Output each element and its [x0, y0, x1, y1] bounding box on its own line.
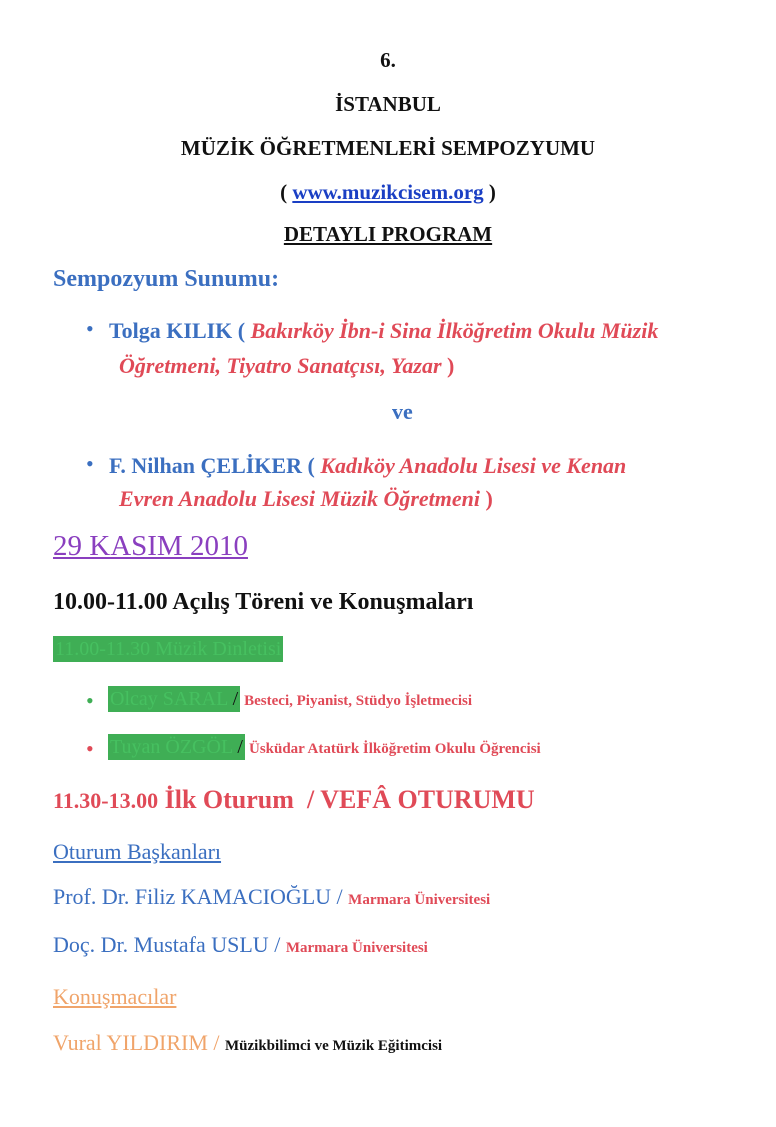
bullet-icon: • [86, 736, 94, 761]
presentation-heading: Sempozyum Sunumu: [53, 266, 280, 292]
speaker-1 [53, 1030, 442, 1056]
performer-2-sep: / [232, 736, 243, 758]
host-1 [109, 318, 658, 344]
performer-2-name-text: Tuyan ÖZGÖL [110, 736, 233, 758]
host-1-desc-line1: Bakırköy İbn-i Sina İlköğretim Okulu Müzik [250, 318, 659, 343]
speaker-1-desc: Müzikbilimci ve Müzik Eğitimcisi [225, 1038, 443, 1054]
bullet-icon: • [86, 316, 94, 341]
program-subtitle: DETAYLI PROGRAM [283, 222, 493, 246]
host-1-desc-line2: Öğretmeni, Tiyatro Sanatçısı, Yazar [119, 353, 442, 378]
performer-2-desc: Üsküdar Atatürk İlköğretim Okulu Öğrencisi [248, 741, 541, 757]
website-link[interactable]: www.muzikcisem.org [292, 180, 484, 204]
bullet-icon: • [86, 688, 94, 713]
chair-1-org: Marmara Üniversitesi [348, 892, 491, 908]
host-2 [109, 453, 626, 479]
host-1-name: Tolga KILIK ( [109, 318, 251, 343]
event-date: 29 KASIM 2010 [53, 530, 248, 562]
session-time: 11.30-13.00 [53, 788, 159, 813]
city-title: İSTANBUL [335, 92, 441, 116]
recital-heading-text: 11.00-11.30 Müzik Dinletisi [55, 638, 282, 660]
url-close-paren: ) [483, 180, 496, 204]
opening-ceremony: 10.00-11.00 Açılış Töreni ve Konuşmaları [53, 589, 474, 615]
performer-2 [108, 736, 541, 759]
host-2-line2 [119, 486, 493, 512]
session-label: İlk Oturum [158, 785, 294, 814]
website-line [0, 180, 776, 205]
edition-number: 6. [380, 48, 396, 72]
and-text: ve [392, 399, 413, 424]
chair-2 [53, 932, 428, 958]
session-name: / VEFÂ OTURUMU [293, 785, 535, 814]
chair-1-name: Prof. Dr. Filiz KAMACIOĞLU / [53, 884, 349, 909]
speaker-1-name: Vural YILDIRIM [53, 1030, 208, 1055]
chairs-heading: Oturum Başkanları [53, 839, 222, 864]
performer-1-sep: / [227, 688, 239, 710]
host-2-desc-line2: Evren Anadolu Lisesi Müzik Öğretmeni [119, 486, 481, 511]
chair-1 [53, 884, 490, 910]
host-2-close: ) [480, 486, 493, 511]
performer-2-name [108, 734, 245, 760]
url-open-paren: ( [280, 180, 293, 204]
speaker-1-sep: / [207, 1030, 226, 1055]
first-session [53, 785, 535, 815]
speakers-heading: Konuşmacılar [53, 984, 177, 1009]
performer-1 [108, 688, 472, 711]
performer-1-name [108, 686, 240, 712]
host-2-name: F. Nilhan ÇELİKER ( [109, 453, 321, 478]
host-1-close: ) [441, 353, 455, 378]
chair-2-name: Doç. Dr. Mustafa USLU / [53, 932, 286, 957]
bullet-icon: • [86, 451, 94, 476]
symposium-title: MÜZİK ÖĞRETMENLERİ SEMPOZYUMU [180, 136, 596, 160]
host-2-desc-line1: Kadıköy Anadolu Lisesi ve Kenan [320, 453, 627, 478]
chair-2-org: Marmara Üniversitesi [285, 940, 428, 956]
performer-1-name-text: Olcay SARAL [110, 688, 228, 710]
recital-heading [53, 638, 283, 661]
host-1-line2 [119, 353, 454, 379]
performer-1-desc: Besteci, Piyanist, Stüdyo İşletmecisi [244, 693, 473, 709]
